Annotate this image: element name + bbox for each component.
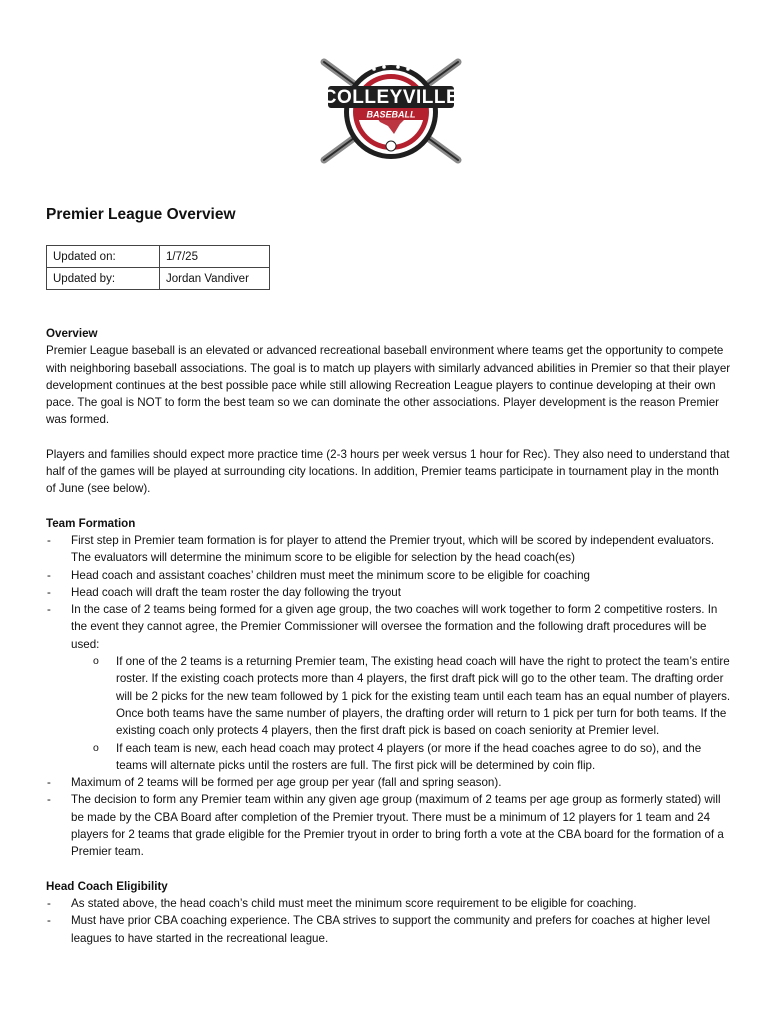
section-heading-head-coach: Head Coach Eligibility	[46, 879, 168, 893]
section-heading-overview: Overview	[46, 327, 98, 340]
table-row	[47, 268, 270, 290]
updated-on-label: Updated on:	[47, 246, 160, 268]
logo-name: COLLEYVILLE	[322, 87, 460, 108]
team-formation-list	[46, 532, 731, 861]
table-row	[47, 246, 270, 268]
document-body	[46, 325, 731, 947]
colleyville-baseball-logo	[312, 50, 470, 168]
updated-by-value: Jordan Vandiver	[160, 268, 270, 290]
list-item	[46, 601, 731, 774]
list-item: - Head coach will draft the team roster the day following the tryout	[46, 584, 731, 601]
overview-paragraph-1: Premier League baseball is an elevated or advanced recreational baseball environment where teams get the opportunity to compete with neighboring baseball associations. The goal is to match up players with similarly advanced abilities in Premier so that their player development continues at the best possible pace while still allowing Recreation League players to continue developing at their own pace. The goal is NOT to form the best team so we can dominate the other associations. Player development is the reason Premier was formed.	[46, 344, 731, 427]
draft-procedure-list	[71, 653, 731, 774]
list-item: - The decision to form any Premier team within any given age group (maximum of 2 teams per age group as formerly stated) will be made by the CBA Board after completion of the Premier tryout. There must be a minimum of 12 players for 1 team and 24 players for 2 teams that grade eligible for the Premier tryout in order to bring forth a vote at the CBA board for the formation of a Premier team.	[46, 791, 731, 860]
page-title: Premier League Overview	[46, 206, 236, 223]
list-item: - As stated above, the head coach’s child must meet the minimum score requirement to be eligible for coaching.	[46, 895, 731, 912]
head-coach-list	[46, 895, 731, 947]
section-heading-team-formation: Team Formation	[46, 516, 136, 530]
sub-list-item: o If each team is new, each head coach may protect 4 players (or more if the head coaches agree to do so), and the teams will alternate picks until the rosters are full. The first pick will be determined by coin flip.	[71, 740, 731, 775]
updated-on-value: 1/7/25	[160, 246, 270, 268]
list-item: - First step in Premier team formation is for player to attend the Premier tryout, which will be scored by independent evaluators. The evaluators will determine the minimum score to be eligible for selection by the head coach(es)	[46, 532, 731, 567]
list-item: - Must have prior CBA coaching experience. The CBA strives to support the community and prefers for coaches at higher level leagues to have started in the recreational league.	[46, 912, 731, 947]
list-item-text: In the case of 2 teams being formed for a given age group, the two coaches will work together to form 2 competitive rosters. In the event they cannot agree, the Premier Commissioner will oversee the formation and the following draft procedures will be used:	[71, 603, 718, 651]
update-info-table	[46, 245, 270, 290]
updated-by-label: Updated by:	[47, 268, 160, 290]
logo-sub: BASEBALL	[366, 109, 416, 120]
list-item: - Head coach and assistant coaches’ children must meet the minimum score to be eligible for coaching	[46, 567, 731, 584]
overview-paragraph-2: Players and families should expect more practice time (2-3 hours per week versus 1 hour for Rec). They also need to understand that half of the games will be played at surrounding city locations. In addition, Premier teams participate in tournament play in the month of June (see below).	[46, 447, 730, 496]
sub-list-item: o If one of the 2 teams is a returning Premier team, The existing head coach will have the right to protect the team’s entire roster. If the existing coach protects more than 4 players, the first draft pick will go to the other team. The drafting order will be 2 picks for the new team followed by 1 pick for the existing team until each team has an equal number of players. Once both teams have the same number of players, the drafting order will return to 1 pick per turn for both teams. If the existing coach only protects 4 players, then the first draft pick is based on coach seniority at Premier level.	[71, 653, 731, 739]
list-item: - Maximum of 2 teams will be formed per age group per year (fall and spring season).	[46, 774, 731, 791]
